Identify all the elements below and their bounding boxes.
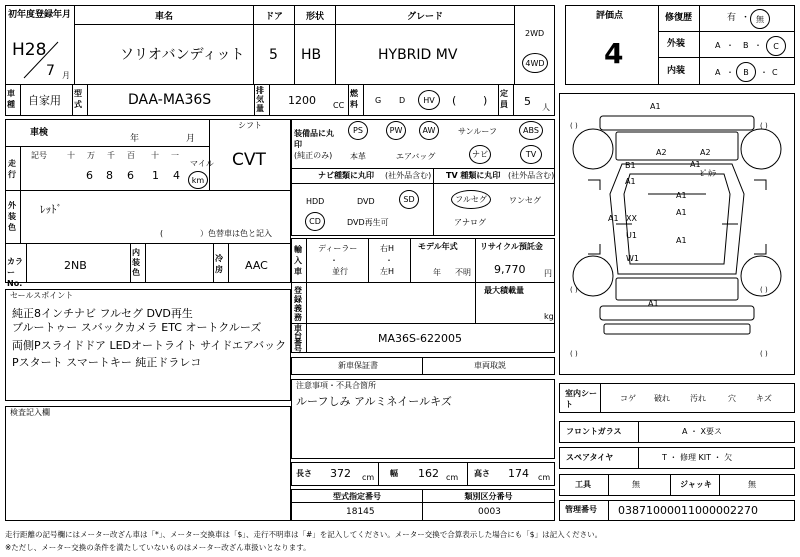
exterior-a: A	[715, 41, 721, 50]
interior-item-2: 汚れ	[690, 394, 706, 403]
height-cm: cm	[538, 473, 551, 482]
drive-2wd: 2WD	[525, 29, 545, 38]
interior-c: C	[772, 68, 778, 77]
interior-item-3: 穴	[728, 394, 736, 403]
door-label: ドア	[253, 5, 295, 25]
color-note: ）色替車は色と記入	[200, 229, 272, 238]
shift-label: シフト	[238, 121, 262, 130]
import-dot2: ・	[385, 256, 393, 265]
jack-value: 無	[748, 480, 756, 489]
svg-text:( ): ( )	[570, 122, 578, 130]
recycle-label: リサイクル預託金	[480, 242, 543, 251]
svg-text:( ): ( )	[570, 286, 578, 294]
first-reg-label: 初年度登録年月	[8, 10, 72, 20]
drive-cell	[514, 5, 555, 85]
capacity-label: 定員	[500, 89, 508, 109]
diagram-mark-10: XX	[626, 214, 637, 223]
color-no-label: カラーNo.	[7, 257, 23, 288]
equipment-sub: (純正のみ)	[294, 151, 333, 160]
import-parallel: 並行	[332, 267, 348, 276]
mileage-mile: マイル	[190, 159, 214, 168]
reg-month: 7	[46, 63, 55, 79]
fuel-g: G	[375, 96, 382, 105]
mileage-digit-0: 6	[86, 169, 93, 182]
diagram-mark-1: A2	[656, 148, 667, 157]
month-unit: 月	[62, 71, 70, 80]
model-name-label: 車名	[74, 5, 254, 25]
grade-value: HYBRID MV	[378, 47, 458, 63]
navi-cd-circled: CD	[305, 212, 325, 231]
recycle-unit: 円	[544, 269, 552, 278]
shape-label: 形状	[294, 5, 336, 25]
mgmt-label: 管理番号	[565, 505, 597, 514]
navi-hdd: HDD	[306, 197, 325, 206]
shape-value: HB	[301, 47, 322, 63]
equipment-label: 装備品に丸印	[294, 129, 334, 149]
equip-aw-circled: AW	[419, 121, 439, 140]
spare-value: T ・ 修理 KIT ・ 欠	[662, 453, 733, 462]
color-note-paren: (	[160, 229, 164, 238]
navi-dvd: DVD	[357, 197, 375, 206]
usage-label: 車種	[7, 89, 15, 109]
length-label: 長さ	[296, 469, 312, 478]
mileage-km-circled: km	[188, 171, 208, 189]
svg-text:( ): ( )	[760, 122, 768, 130]
class-no-label: 類別区分番号	[422, 489, 555, 503]
interior-seat-label: 室内シート	[565, 389, 597, 409]
sales-line-1: ブルートゥー スバックカメラ ETC オートクルーズ	[12, 321, 262, 334]
interior-item-4: キズ	[756, 394, 772, 403]
int-color-label: 内装色	[132, 248, 140, 277]
glass-value: A ・ X要ス	[682, 427, 723, 436]
width-label: 幅	[390, 469, 398, 478]
sales-line-2: 両側Pスライドドア LEDオートライト サイドエアバック	[12, 339, 287, 352]
registration-label: 登録義務	[294, 286, 302, 322]
tv-sub: (社外品含む)	[508, 171, 555, 180]
inspector-label: 検査記入欄	[10, 408, 50, 417]
footer-line-1: 走行距離の記号欄にはメーター改ざん車は「*」、メーター交換車は「$」、走行不明車は「#」を記入してください。メーター交換で合算表示した場合にも「$」は記入ください。	[5, 530, 603, 539]
mileage-digit-2: 6	[127, 169, 134, 182]
color-label: 外装色	[8, 201, 16, 232]
warranty-manual: 車両取説	[474, 361, 506, 370]
diagram-mark-9: U1	[626, 231, 637, 240]
mileage-digit-3: 1	[152, 169, 159, 182]
recycle-value: 9,770	[494, 263, 526, 276]
tools-label: 工具	[575, 480, 591, 489]
import-label: 輸入車	[294, 245, 302, 276]
capacity-value: 5	[524, 95, 531, 108]
score-value: 4	[604, 37, 624, 70]
inspector-box	[5, 406, 291, 521]
sales-label: セールスポイント	[10, 291, 74, 300]
footer-line-2: ※ただし、メーター交換の条件を満たしていないものはメーター改ざん車扱いとなります。	[5, 543, 311, 552]
displacement-label: 排気量	[256, 86, 264, 113]
equip-leather: 本革	[350, 152, 366, 161]
width-value: 162	[418, 467, 439, 480]
model-year-unknown: 不明	[455, 268, 471, 277]
diagram-mark-5: A1	[625, 177, 636, 186]
displacement-value: 1200	[288, 94, 316, 107]
diagram-mark-3: A1	[690, 160, 701, 169]
fuel-label: 燃料	[350, 89, 358, 109]
navi-sd-circled: SD	[399, 190, 419, 209]
exterior-label: 外装	[667, 39, 686, 49]
equip-navi-circled: ナビ	[469, 145, 491, 164]
grade-label: グレード	[335, 5, 515, 25]
max-load-kg: kg	[544, 312, 554, 321]
tv-label: TV 種類に丸印	[446, 171, 501, 180]
diagram-mark-2: A2	[700, 148, 711, 157]
mileage-label: 走行	[8, 159, 16, 179]
diagram-mark-6: A1	[676, 191, 687, 200]
interior-item-0: コゲ	[620, 394, 636, 403]
era-year: H28	[12, 40, 47, 60]
diagram-mark-7: A1	[676, 208, 687, 217]
model-year-year: 年	[433, 268, 441, 277]
max-load-label: 最大積載量	[484, 286, 524, 295]
jack-label: ジャッキ	[680, 480, 712, 489]
fuel-paren-open: (	[452, 94, 457, 107]
navi-label: ナビ種類に丸印	[318, 171, 374, 180]
exterior-c-circled: C	[766, 36, 786, 56]
svg-text:( ): ( )	[760, 286, 768, 294]
import-dot1: ・	[330, 256, 338, 265]
repair-dot: ・	[741, 13, 751, 23]
digit-label-5: 一	[171, 151, 179, 160]
shift-value: CVT	[232, 150, 266, 170]
inspection-year: 年	[130, 134, 140, 144]
exterior-b: B	[743, 41, 749, 50]
equip-tv-circled: TV	[520, 145, 542, 164]
repair-no-circled: 無	[750, 9, 770, 29]
notes-box	[291, 379, 555, 459]
navi-sub: (社外品含む)	[385, 171, 432, 180]
tools-value: 無	[632, 480, 640, 489]
fuel-hv-circled: HV	[418, 90, 440, 110]
mileage-record-label: 記号	[31, 151, 47, 160]
inspection-label: 車検	[30, 128, 49, 138]
interior-b-circled: B	[736, 62, 756, 82]
warranty-new: 新車保証書	[338, 361, 378, 370]
class-no-value: 0003	[478, 507, 501, 517]
type-value: DAA-MA36S	[128, 92, 212, 108]
color-value: ﾚｯﾄﾞ	[40, 203, 62, 216]
diagram-mark-13: A1	[648, 299, 659, 308]
height-value: 174	[508, 467, 529, 480]
ac-value: AAC	[245, 259, 268, 272]
mgmt-value: 03871000011000002270	[618, 504, 758, 517]
model-name: ソリオバンディット	[120, 47, 245, 63]
equip-sunroof: サンルーフ	[458, 127, 497, 136]
spare-label: スペアタイヤ	[566, 453, 614, 462]
person-unit: 人	[542, 103, 550, 112]
notes-value: ルーフしみ アルミネイールキズ	[296, 395, 452, 408]
tv-oneseg: ワンセグ	[509, 196, 541, 205]
sales-line-3: Pスタート スマートキー 純正ドラレコ	[12, 356, 202, 369]
inspection-month: 月	[186, 134, 196, 144]
ac-label: 冷房	[215, 254, 223, 274]
cc-unit: CC	[333, 101, 345, 110]
type-label: 型式	[74, 89, 82, 109]
svg-text:( ): ( )	[760, 350, 768, 358]
diagram-mark-11: A1	[676, 236, 687, 245]
exterior-dot1: ・	[726, 41, 734, 50]
glass-label: フロントガラス	[566, 427, 622, 436]
repair-label: 修復歴	[665, 13, 693, 23]
digit-label-3: 百	[127, 151, 135, 160]
equip-airbag: エアバッグ	[396, 152, 436, 161]
digit-label-0: 十	[67, 151, 75, 160]
model-year-label: モデル年式	[418, 242, 458, 251]
interior-item-1: 破れ	[654, 394, 670, 403]
diagram-mark-12: W1	[626, 254, 639, 263]
import-right: 右H	[380, 244, 395, 253]
width-cm: cm	[446, 473, 459, 482]
equip-abs-circled: ABS	[519, 121, 543, 140]
digit-label-1: 万	[87, 151, 95, 160]
svg-text:( ): ( )	[570, 350, 578, 358]
interior-a: A	[715, 68, 721, 77]
score-label: 評価点	[596, 11, 624, 21]
type-no-value: 18145	[346, 507, 375, 517]
equip-pw-circled: PW	[386, 121, 406, 140]
notes-label: 注意事項・不具合箇所	[296, 381, 376, 390]
diagram-mark-14: ﾋﾟｶﾗ	[700, 169, 716, 178]
fuel-d: D	[399, 96, 406, 105]
import-left: 左H	[380, 267, 395, 276]
type-no-label: 型式指定番号	[291, 489, 423, 503]
equip-ps-circled: PS	[348, 121, 368, 140]
tv-fullseg-circled: フルセグ	[451, 190, 491, 209]
drive-4wd-circled: 4WD	[522, 53, 548, 73]
digit-label-2: 千	[107, 151, 115, 160]
interior-label: 内装	[667, 66, 686, 76]
length-value: 372	[330, 467, 351, 480]
usage-value: 自家用	[28, 94, 61, 107]
mileage-digit-1: 8	[106, 169, 113, 182]
mileage-digit-4: 4	[173, 169, 180, 182]
sales-line-0: 純正8インチナビ フルセグ DVD再生	[12, 307, 193, 320]
tv-analog: アナログ	[454, 218, 486, 227]
import-dealer: ディーラー	[318, 244, 358, 253]
diagram-mark-8: A1	[608, 214, 619, 223]
chassis-label: 車台番号	[294, 324, 302, 354]
exterior-dot2: ・	[754, 41, 762, 50]
repair-yes: 有	[727, 13, 737, 23]
length-cm: cm	[362, 473, 375, 482]
chassis-value: MA36S-622005	[378, 332, 462, 345]
fuel-paren-close: )	[483, 94, 488, 107]
diagram-mark-4: B1	[625, 161, 636, 170]
car-diagram	[560, 94, 794, 374]
height-label: 高さ	[474, 469, 490, 478]
color-no-value: 2NB	[64, 259, 87, 272]
navi-dvd-play: DVD再生可	[347, 218, 389, 227]
interior-dot1: ・	[726, 68, 734, 77]
door-count: 5	[269, 47, 278, 63]
interior-dot2: ・	[760, 68, 768, 77]
diagram-mark-0: A1	[650, 102, 661, 111]
digit-label-4: 十	[151, 151, 159, 160]
